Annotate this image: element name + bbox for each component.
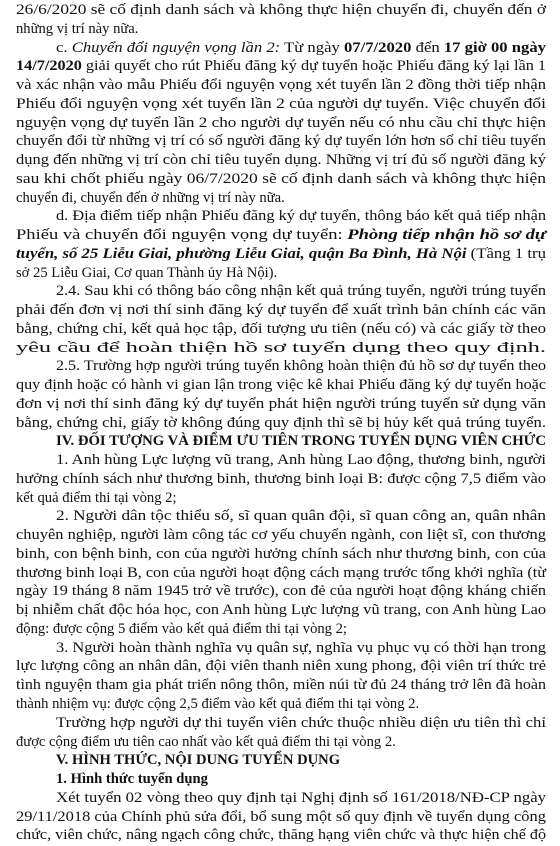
date-highlight: 17 giờ 00 ngày [443, 39, 546, 56]
text-line: 3. Người hoàn thành nghĩa vụ quân sự, nghĩa vụ phục vụ có thời hạn trong [56, 639, 546, 656]
text-line: hưởng chính sách như thương binh, thương binh loại B: được cộng 7,5 điểm vào [16, 470, 547, 487]
text-line: nguyện vọng dự tuyển lần 2 cho người dự tuyển nếu có nhu cầu chỉ thực hiện [16, 114, 546, 131]
text-line: bằng, chứng chỉ, giấy tờ không đúng quy định thì sẽ bị hủy kết quả trúng tuyển. [16, 414, 546, 431]
text-line: quy định hoặc có hành vi gian lận trong việc kê khai Phiếu đăng ký dự tuyển hoặc [16, 377, 547, 394]
text-line: chuyên nghiệp, người làm công tác cơ yếu chuyển ngành, con liệt sĩ, con thương [16, 527, 546, 544]
text-line: Trường hợp người dự thi tuyển viên chức thuộc nhiều diện ưu tiên thì chỉ [56, 714, 547, 731]
text-line: bằng, chứng chỉ, kết quả học tập, đối tượng ưu tiên (nếu có) và các giấy tờ theo [16, 320, 547, 337]
text-line: Phiếu và chuyển đổi nguyện vọng dự tuyển: Phòng tiếp nhận hồ sơ dự [16, 227, 546, 244]
subsection-title: Chuyển đổi nguyện vọng lần 2: [71, 39, 281, 56]
text-line: tình nguyện tham gia phát triển nông thôn, miền núi từ đủ 24 tháng trở lên đã hoàn [16, 677, 547, 694]
text-line: 2.4. Sau khi có thông báo công nhận kết quả trúng tuyển, người trúng tuyển [56, 283, 546, 300]
text-line: 26/6/2020 sẽ cố định danh sách và không thực hiện chuyển đi, chuyển đến ở [16, 2, 547, 18]
text-line: Xét tuyển 02 vòng theo quy định tại Nghị định số 161/2018/NĐ-CP ngày [56, 789, 547, 806]
text-line: lực lượng công an nhân dân, đội viên thanh niên xung phong, đội viên trí thức trẻ [16, 658, 547, 675]
text-line: chuyển đổi từ những vị trí có số người đăng ký dự tuyển lớn hơn số chỉ tiêu tuyển [16, 133, 547, 150]
text-line: c. Chuyển đổi nguyện vọng lần 2: Từ ngày 07/7/2020 đến 17 giờ 00 ngày [56, 39, 546, 56]
text-line: đơn vị nơi thí sinh đăng ký dự tuyển phát hiện người trúng tuyển sử dụng văn [16, 395, 547, 412]
section-heading: V. HÌNH THỨC, NỘI DUNG TUYỂN DỤNG [56, 752, 341, 769]
text-line: được cộng điểm ưu tiên cao nhất vào kết quả điểm thi tại vòng 2. [16, 733, 396, 750]
text-line: thương binh loại B, con của người hoạt động cách mạng trước tổng khởi nghĩa (từ [16, 564, 546, 581]
text-line: và xác nhận vào mẫu Phiếu đổi nguyện vọng xét tuyển lần 2 đồng thời tiếp nhận [16, 77, 547, 93]
text-line: yêu cầu để hoàn thiện hồ sơ tuyển dụng theo quy định. [16, 339, 546, 356]
text-line: 2.5. Trường hợp người trúng tuyển không hoàn thiện đủ hồ sơ dự tuyển theo [56, 358, 547, 375]
text-line: binh, con bệnh binh, con của người hưởng chính sách như thương binh, con của [16, 545, 546, 562]
location-highlight: tuyển, số 25 Liễu Giai, phường Liễu Giai, quận Ba Đình, Hà Nội [16, 245, 467, 262]
text-line: 29/11/2018 của Chính phủ sửa đổi, bổ sung một số quy định về tuyển dụng công [16, 808, 546, 825]
text-line: phải đến đơn vị nơi thí sinh đăng ký dự tuyển để xuất trình bản chính các văn [16, 302, 546, 319]
text-line: 1. Anh hùng Lực lượng vũ trang, Anh hùng Lao động, thương binh, người [56, 452, 547, 469]
date-highlight: 14/7/2020 [16, 58, 82, 75]
text-line: thành nhiệm vụ: được cộng 2,5 điểm vào kết quả điểm thi tại vòng 2. [16, 696, 420, 712]
subsection-heading: 1. Hình thức tuyển dụng [56, 771, 208, 787]
text-line: ngày 19 tháng 8 năm 1945 trở về trước), con đẻ của người hoạt động kháng chiến [16, 583, 546, 600]
location-highlight: Phòng tiếp nhận hồ sơ dự [347, 227, 546, 244]
text-line: bị nhiễm chất độc hóa học, con Anh hùng Lực lượng vũ trang, con Anh hùng Lao [16, 602, 547, 619]
text-line: chuyển đi, chuyển đến ở những vị trí này nữa. [16, 189, 285, 206]
text-line: 2. Người dân tộc thiểu số, sĩ quan quân đội, sĩ quan công an, quân nhân [56, 508, 546, 525]
text-line: sau khi chốt phiếu ngày 06/7/2020 sẽ cố định danh sách và không thực hiện [16, 170, 547, 187]
text-line: dụng đến những vị trí còn chỉ tiêu tuyển dụng. Những vị trí đủ số người đăng ký [16, 152, 546, 168]
text-line: Phiếu đổi nguyện vọng xét tuyển lần 2 của người dự tuyển. Việc chuyển đổi [16, 95, 546, 112]
text-line: d. Địa điểm tiếp nhận Phiếu đăng ký dự tuyển, thông báo kết quả tiếp nhận [56, 208, 547, 225]
text-line: động: được cộng 5 điểm vào kết quả điểm thi tại vòng 2; [16, 620, 347, 637]
text-line: kết quả điểm thi tại vòng 2; [16, 489, 177, 506]
text-line: những vị trí này nữa. [16, 20, 139, 37]
text-line: sở 25 Liễu Giai, Cơ quan Thành ủy Hà Nội). [16, 264, 278, 281]
text-line: chức, viên chức, nâng ngạch công chức, thăng hạng viên chức và thực hiện chế độ [16, 827, 547, 844]
section-heading: IV. ĐỐI TƯỢNG VÀ ĐIỂM ƯU TIÊN TRONG TUYỂN DỤNG VIÊN CHỨC [56, 433, 547, 450]
text-line: tuyển, số 25 Liễu Giai, phường Liễu Giai, quận Ba Đình, Hà Nội (Tầng 1 trụ [16, 245, 546, 262]
text-line: 14/7/2020 giải quyết cho rút Phiếu đăng ký dự tuyển hoặc Phiếu đăng ký lại lần 1 [16, 58, 547, 75]
date-highlight: 07/7/2020 [343, 39, 412, 56]
